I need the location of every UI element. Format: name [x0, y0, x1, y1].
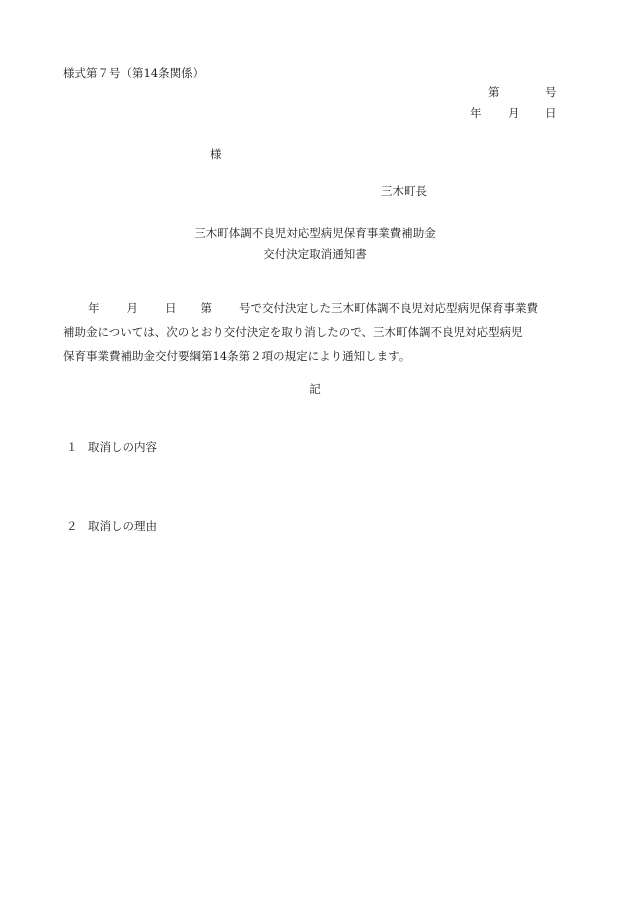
notice-body-line2: 補助金については、次のとおり交付決定を取り消したので、三木町体調不良児対応型病児: [63, 325, 523, 339]
addressee-honorific: 様: [210, 147, 222, 161]
body-day-label: 日: [165, 301, 177, 315]
issuer-name: 三木町長: [381, 184, 427, 198]
document-title-line2: 交付決定取消通知書: [263, 247, 367, 261]
date-day-label: 日: [545, 106, 557, 120]
body-year-label: 年: [88, 301, 100, 315]
document-number-suffix: 号: [545, 85, 557, 99]
document-number-prefix: 第: [488, 85, 500, 99]
item-number: ２: [66, 519, 78, 533]
date-year-label: 年: [470, 106, 482, 120]
body-month-label: 月: [126, 301, 138, 315]
item-label: 取消しの理由: [88, 519, 157, 533]
list-item: [66, 521, 157, 533]
record-heading: 記: [309, 382, 321, 396]
item-label: 取消しの内容: [88, 440, 157, 454]
date-month-label: 月: [508, 106, 520, 120]
body-number-prefix: 第: [200, 301, 212, 315]
notice-body-line1: [63, 296, 583, 320]
form-label: 様式第７号（第14条関係）: [63, 66, 205, 80]
document-title-line1: 三木町体調不良児対応型病児保育事業費補助金: [194, 226, 436, 240]
body-line1-text: 号で交付決定した三木町体調不良児対応型病児保育事業費: [239, 301, 538, 315]
list-item: [66, 442, 157, 454]
item-number: １: [66, 440, 78, 454]
notice-body-line3: 保育事業費補助金交付要綱第14条第２項の規定により通知します。: [63, 349, 411, 363]
notice-body: [63, 296, 583, 368]
